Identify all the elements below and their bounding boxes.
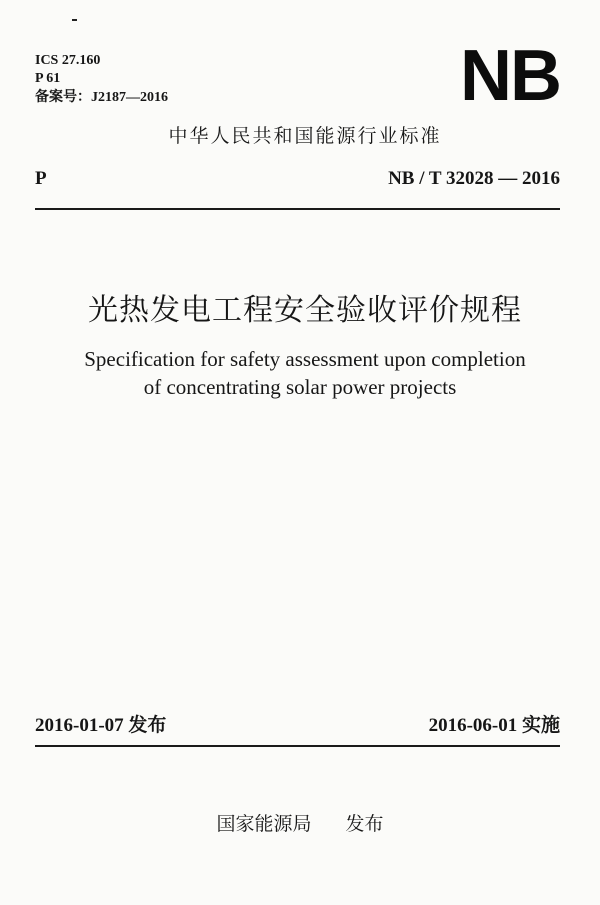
bottom-divider [35, 745, 560, 747]
scan-mark [72, 19, 77, 21]
ics-code: ICS 27.160 [35, 53, 101, 68]
document-title-english-line2: of concentrating solar power projects [143, 375, 457, 399]
standard-series-title: 中华人民共和国能源行业标准 [168, 125, 442, 147]
issue-date: 2016-01-07 发布 [35, 715, 167, 736]
standard-number: NB / T 32028 — 2016 [388, 168, 560, 189]
classification-code: P [35, 168, 47, 189]
classification-code-small: P 61 [35, 71, 61, 86]
document-title-english-line1: Specification for safety assessment upon completion [84, 347, 526, 371]
document-title-chinese: 光热发电工程安全验收评价规程 [88, 293, 522, 328]
issuer-name: 国家能源局 [216, 813, 312, 835]
top-divider [35, 208, 560, 210]
issuer-line [0, 812, 600, 836]
issuer-action: 发布 [345, 813, 384, 835]
record-number: 备案号：J2187—2016 [35, 90, 168, 105]
implementation-date: 2016-06-01 实施 [428, 715, 560, 736]
nb-logo: NB [460, 36, 560, 116]
